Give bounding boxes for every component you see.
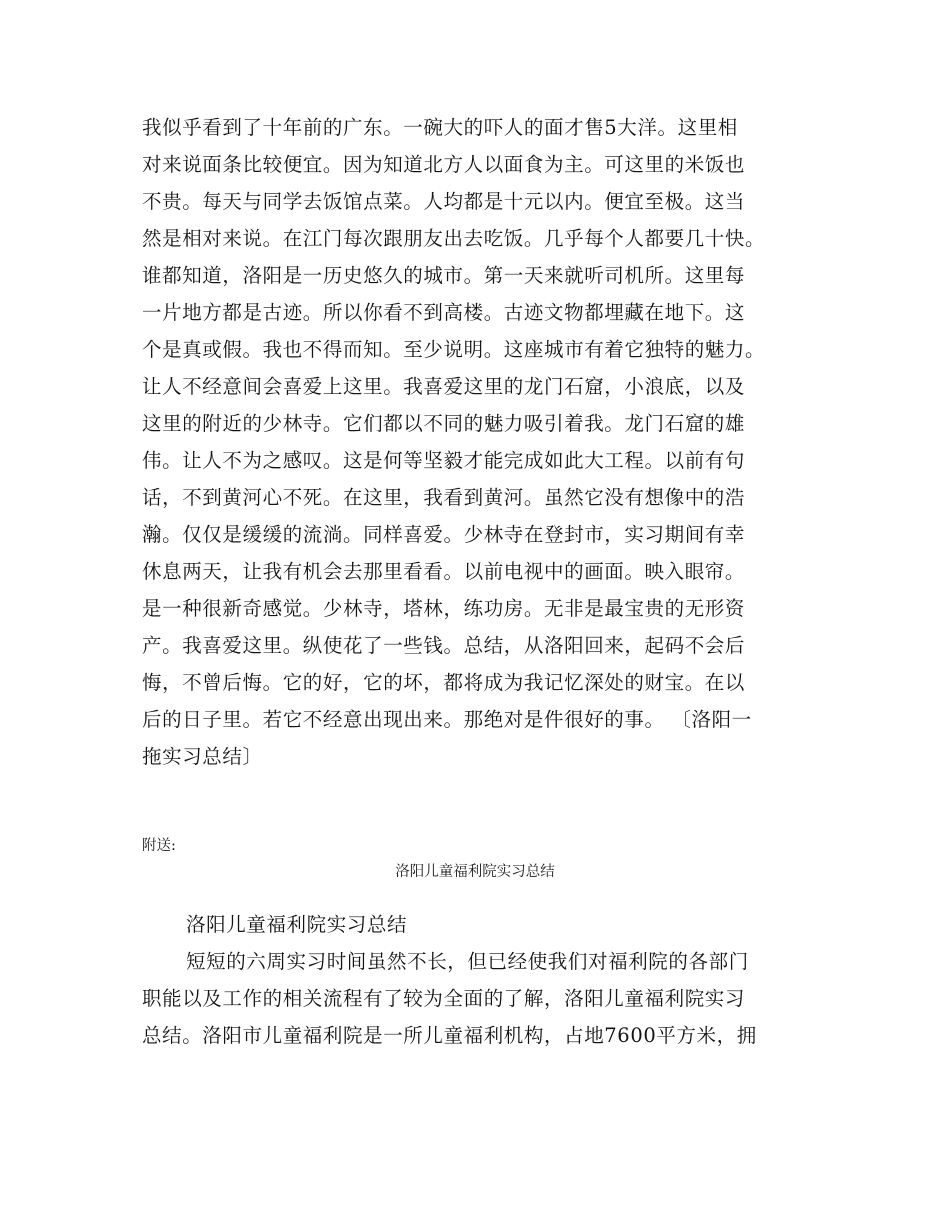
essay-line: 一片地方都是古迹。所以你看不到高楼。古迹文物都埋藏在地下。这	[142, 301, 746, 324]
appendix-title: 洛阳儿童福利院实习总结	[395, 864, 555, 880]
article-line: 短短的六周实习时间虽然不长，但已经使我们对福利院的各部门	[186, 950, 749, 973]
essay-line: 然是相对来说。在江门每次跟朋友出去吃饭。几乎每个人都要几十快。	[142, 227, 766, 250]
essay-line: 伟。让人不为之感叹。这是何等坚毅才能完成如此大工程。以前有句	[142, 449, 746, 472]
essay-line: 话，不到黄河心不死。在这里，我看到黄河。虽然它没有想像中的浩	[142, 486, 746, 509]
essay-line: 是一种很新奇感觉。少林寺，塔林，练功房。无非是最宝贵的无形资	[142, 597, 746, 620]
essay-line: 休息两天，让我有机会去那里看看。以前电视中的画面。映入眼帘。	[142, 560, 746, 583]
essay-line: 产。我喜爱这里。纵使花了一些钱。总结，从洛阳回来，起码不会后	[142, 634, 746, 657]
article-line: 总结。洛阳市儿童福利院是一所儿童福利机构，占地7600平方米，拥	[142, 1024, 757, 1047]
essay-line: 这里的附近的少林寺。它们都以不同的魅力吸引着我。龙门石窟的雄	[142, 412, 746, 435]
essay-line: 对来说面条比较便宜。因为知道北方人以面食为主。可这里的米饭也	[142, 153, 746, 176]
essay-line: 我似乎看到了十年前的广东。一碗大的吓人的面才售5大洋。这里相	[142, 116, 738, 139]
appendix-label: 附送:	[142, 838, 176, 854]
essay-line: 拖实习总结〕	[142, 745, 263, 768]
essay-line: 让人不经意间会喜爱上这里。我喜爱这里的龙门石窟，小浪底，以及	[142, 375, 746, 398]
essay-line: 不贵。每天与同学去饭馆点菜。人均都是十元以内。便宜至极。这当	[142, 190, 746, 213]
essay-line: 后的日子里。若它不经意出现出来。那绝对是件很好的事。 〔洛阳一	[142, 708, 752, 731]
article-heading: 洛阳儿童福利院实习总结	[186, 913, 408, 936]
essay-line: 悔，不曾后悔。它的好，它的坏，都将成为我记忆深处的财宝。在以	[142, 671, 746, 694]
essay-line: 谁都知道，洛阳是一历史悠久的城市。第一天来就听司机所。这里每	[142, 264, 746, 287]
essay-line: 个是真或假。我也不得而知。至少说明。这座城市有着它独特的魅力。	[142, 338, 766, 361]
article-line: 职能以及工作的相关流程有了较为全面的了解，洛阳儿童福利院实习	[142, 987, 746, 1010]
essay-line: 瀚。仅仅是缓缓的流淌。同样喜爱。少林寺在登封市，实习期间有幸	[142, 523, 746, 546]
